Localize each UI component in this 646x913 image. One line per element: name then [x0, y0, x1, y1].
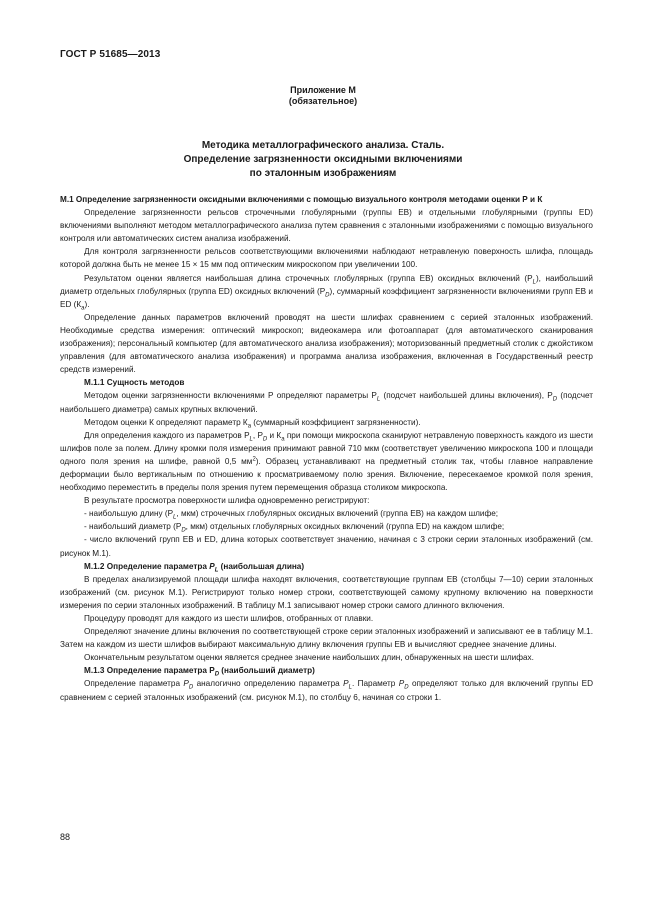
- paragraph: Для контроля загрязненности рельсов соответствующими включениями наблюдают нетравленую поверхность шлифа, площадь которой должна быть не менее 15 × 15 мм под оптическим микроскопом при увеличении 100.: [60, 247, 593, 270]
- paragraph: В пределах анализируемой площади шлифа находят включения, соответствующие группам ЕВ (столбцы 7—10) серии эталонных изображений (см. рисунок М.1). Регистрируют только номер строки, соответствующей самому крупному включению на поверхности измерения по серии эталонных изображений. В таблицу М.1 записывают номер строки самого длинного включения.: [60, 574, 593, 610]
- paragraph: Методом оценки К определяют параметр $К_а$ (суммарный коэффициент загрязненности).: [84, 417, 421, 430]
- paragraph: Определяют значение длины включения по соответствующей строке серии эталонных изображений и записывают ее в таблицу М.1. Затем на каждом из шести шлифов выбирают максимальную длину включения группы ЕВ и вычисляют среднее значение длины.: [60, 627, 593, 650]
- paragraph: Процедуру проводят для каждого из шести шлифов, отобранных от плавки.: [84, 614, 374, 623]
- paragraph: Методом оценки загрязненности включениями Р определяют параметры $P_L$ (подсчет наибольшей длины включения), $P_D$ (подсчет наибольшего диаметра) самых крупных включений.: [60, 391, 593, 414]
- paragraph: В результате просмотра поверхности шлифа одновременно регистрируют:: [84, 496, 370, 506]
- paragraph: Определение данных параметров включений проводят на шести шлифах сравнением с серией эталонных изображений. Необходимые средства измерения: оптический микроскоп; видеокамера или фотоаппарат (для автоматического сканирования изображения); персональный компьютер (для автоматического анализа изображения); моторизованный предметный столик с джойстиком управления (для автоматического анализа изображения) и программа анализа изображения, включенная в Государственный реестр средств измерений.: [60, 312, 593, 375]
- document-body: [60, 193, 593, 704]
- paragraph: Определение загрязненности рельсов строчечными глобулярными (группы ЕВ) и отдельными глобулярными (группы ED) включениями выполняют методом металлографического анализа путем сравнения с эталонными изображениями с помощью визуального контроля или автоматических систем анализа изображений.: [60, 208, 593, 244]
- paragraph: Определение параметра $P_D$ аналогично определению параметра $P_L$. Параметр $P_D$ определяют только для включений группы ED сравнением с серией эталонных изображений (см. рисунок М.1), по столбцу 6, начиная со строки 1.: [60, 679, 593, 702]
- annex-status: (обязательное): [288, 96, 358, 106]
- standard-header: ГОСТ Р 51685—2013: [60, 49, 161, 60]
- paragraph: Результатом оценки является наибольшая длина строчечных глобулярных (группа ЕВ) оксидных включений $(P_L)$, наибольший диаметр отдельных глобулярных (группа ED) оксидных включений $(P_D)$, суммарный коэффициент загрязненности включениями групп ЕВ и ED $(К_а)$.: [60, 273, 593, 312]
- title-line-2: Определение загрязненности оксидными включениями: [183, 154, 463, 165]
- section-heading: М.1 Определение загрязненности оксидными включениями с помощью визуального контроля методами оценки Р и К: [60, 195, 543, 204]
- title-line-1: Методика металлографического анализа. Сталь.: [201, 140, 445, 151]
- section-heading: М.1.2 Определение параметра $P_L$ (наибольшая длина): [84, 561, 305, 574]
- section-heading: М.1.1 Сущность методов: [84, 378, 185, 388]
- paragraph: Окончательным результатом оценки является среднее значение наибольших длин, обнаруженных на шести шлифах.: [84, 653, 534, 663]
- section-heading: М.1.3 Определение параметра $P_D$ (наибольший диаметр): [84, 666, 315, 679]
- page-number: 88: [60, 832, 71, 842]
- annex-title: Приложение М: [290, 85, 356, 95]
- paragraph: - число включений групп ЕВ и ED, длина которых соответствует значению, начиная с 3 строки серии эталонных изображений (см. рисунок М.1).: [60, 535, 593, 558]
- paragraph: - наибольшую длину ($P_L$, мкм) строчечных глобулярных оксидных включений (группа ЕВ) на каждом шлифе;: [84, 509, 499, 521]
- title-line-3: по эталонным изображениям: [249, 168, 397, 179]
- paragraph: Для определения каждого из параметров $P_L$, $P_D$ и $К_а$ при помощи микроскопа сканируют нетравленую поверхность каждого из шести шлифов поле за полем. Длину кромки поля измерения принимают равной 710 мкм (соответствует увеличению микроскопа 100 и площади одного поля зрения на шлифе, равной 0,5 $мм^2$). Образец устанавливают на предметный столик так, чтобы главное направление деформации было вертикальным по отношению к просматриваемому полю зрения. Включение, пересекаемое кромкой поля зрения, необходимо переместить в пределы поля зрения путем перемещения образца столиком микроскопа.: [60, 430, 593, 493]
- paragraph: - наибольший диаметр ($P_D$, мкм) отдельных глобулярных оксидных включений (группа ED) на каждом шлифе;: [84, 522, 505, 534]
